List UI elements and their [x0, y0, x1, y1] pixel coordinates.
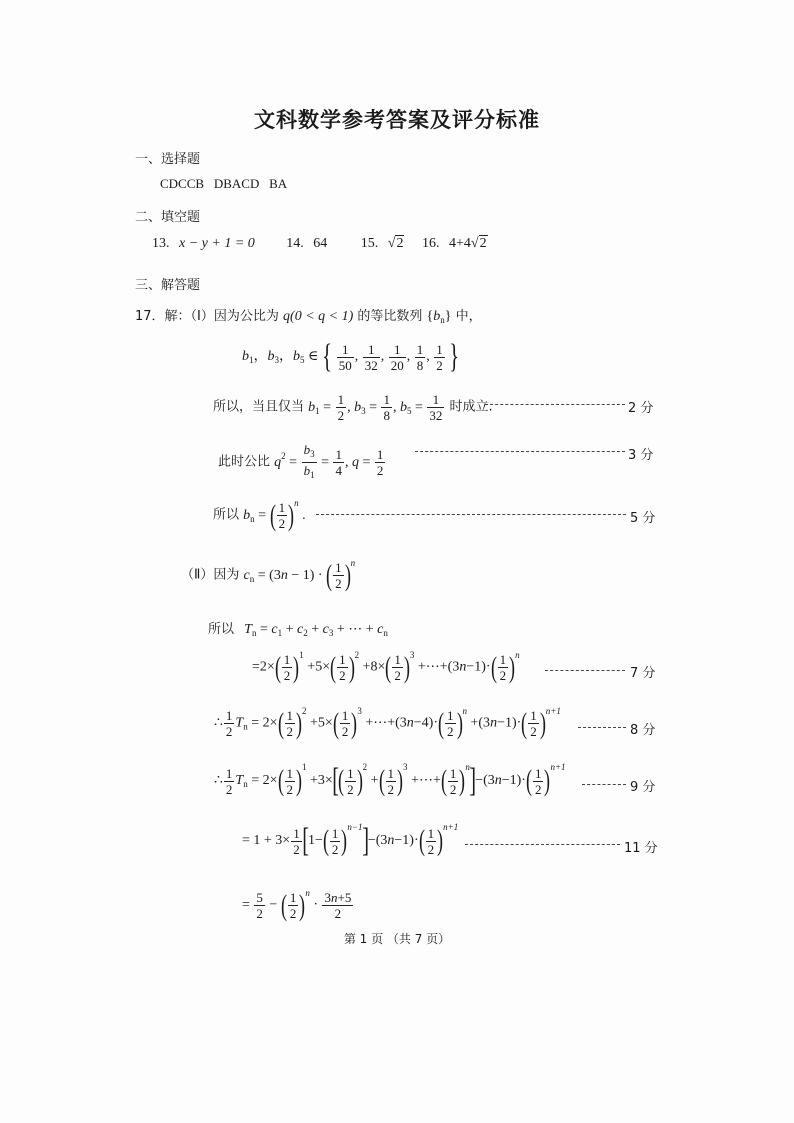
q13-number: 13.: [152, 236, 170, 251]
q14-answer: 64: [313, 236, 328, 251]
score-2: 2 分: [628, 401, 654, 416]
q15-answer: √2: [387, 236, 404, 251]
q17-subtract-line: ∴ $\frac{1}{2}$ $T_n = 2\times$( $\frac{1}{2}$ )1 +3×[( $\frac{1}{2}$ )2 +( $\frac{1}{2}$ )3 +⋯+( $\frac{1}{2}$ )n]−(3n−1)·( $\frac{1}{2}$ )n+1: [214, 762, 566, 799]
q17-tn-def-line: 所以 $T_n = c_1 + c_2 + c_3$ + ⋯ + $c_n$: [208, 622, 388, 638]
score-8: 8 分: [630, 723, 656, 738]
q17-bn-line: 所以 $b_n$ = ( $\frac{1}{2}$ )n .: [213, 498, 306, 532]
q17-intro: 17．解：（Ⅰ）因为公比为 q(0 < q < 1) 的等比数列 $\{b_n\}$ 中，: [135, 309, 482, 325]
q17-line2-prefix: 所以，当且仅当: [213, 399, 305, 415]
fill-answers-row: [152, 236, 488, 252]
score-leader-11: [465, 844, 620, 845]
section-solution-header: 三、解答题: [135, 278, 201, 293]
q16-prefix: 4+4: [448, 236, 471, 251]
q15-radicand: 2: [396, 236, 404, 251]
score-7: 7 分: [630, 666, 656, 681]
score-leader-2: [485, 404, 625, 405]
q17-line2-tail: 时成立.: [449, 399, 493, 415]
q17-line3-prefix: 此时公比: [218, 454, 271, 470]
section-choice-header: 一、选择题: [135, 152, 201, 167]
q17-cond-tail: 的等比数列: [357, 309, 423, 324]
q16-number: 16.: [421, 236, 440, 251]
q16-radicand: 2: [479, 236, 487, 251]
q17-line4-prefix: 所以: [213, 507, 240, 523]
score-9: 9 分: [630, 780, 656, 795]
q17-ratio-line: 此时公比 $q^2$ = $\frac{b_3}{b_1}$ = $\frac{1}{4}$ , q = $\frac{1}{2}$: [218, 442, 384, 480]
score-11: 11 分: [624, 841, 658, 856]
q17-tn-expansion: =2×( $\frac{1}{2}$ )1 +5×( $\frac{1}{2}$ )2 +8×( $\frac{1}{2}$ )3 +⋯+(3n−1)·( $\frac{1}{2}$ )n: [252, 650, 520, 684]
q17-geometric-sum-line: = 1 + 3× $\frac{1}{2}$ [1−( $\frac{1}{2}$ )n−1]−(3n−1)·( $\frac{1}{2}$ )n+1: [242, 822, 459, 859]
score-leader-9: [582, 784, 626, 785]
score-leader-8: [578, 727, 626, 728]
q17-part2-line: （Ⅱ）因为 $c_n = (3n - 1)$ · ( $\frac{1}{2}$ )n: [181, 558, 356, 592]
score-3: 3 分: [628, 448, 654, 463]
q17-tn-prefix: 所以: [208, 622, 235, 637]
q17-final-result: = $\frac{5}{2}$ − ( $\frac{1}{2}$ )n · $\frac{3n+5}{2}$: [242, 888, 352, 922]
q17-part2-label: （Ⅱ）因为: [181, 567, 240, 583]
q17-sequence: $\{b_n\}$: [426, 309, 452, 325]
q17-label: 17．解：（Ⅰ）因为公比为: [135, 309, 279, 324]
choice-answers: CDCCB DBACD BA: [160, 176, 288, 191]
q13-answer: x − y + 1 = 0: [179, 236, 255, 251]
q14-number: 14.: [286, 236, 304, 251]
q16-answer: 4+4√2: [448, 236, 487, 251]
score-leader-5: [316, 514, 626, 515]
page-footer: 第 1 页 （共 7 页）: [343, 932, 451, 946]
score-5: 5 分: [630, 511, 656, 526]
q17-condition-line: 所以，当且仅当 $b_1$ = $\frac{1}{2}$ , $b_3$ = $\frac{1}{8}$ , $b_5$ = $\frac{1}{32}$ 时成立.: [213, 392, 493, 423]
score-leader-3: [415, 451, 625, 452]
q17-half-tn-line: ∴ $\frac{1}{2}$ $T_n = 2\times$( $\frac{1}{2}$ )2 +5×( $\frac{1}{2}$ )3 +⋯+(3n−4)·( $\frac{1}{2}$ )n +(3n−1)·( $\frac{1}{2}$ )n+1: [214, 706, 561, 740]
section-fill-header: 二、填空题: [135, 210, 201, 225]
page-title: 文科数学参考答案及评分标准: [254, 108, 540, 132]
score-leader-7: [545, 670, 625, 671]
q15-number: 15.: [360, 236, 379, 251]
q17-set-line: $b_1$，$b_3$，$b_5$ ∈ { $\frac{1}{50}$ , $\frac{1}{32}$ , $\frac{1}{20}$ , $\frac{1}{8}$ , $\frac{1}{2}$ }: [242, 338, 460, 375]
q17-condition: q(0 < q < 1): [283, 309, 354, 324]
